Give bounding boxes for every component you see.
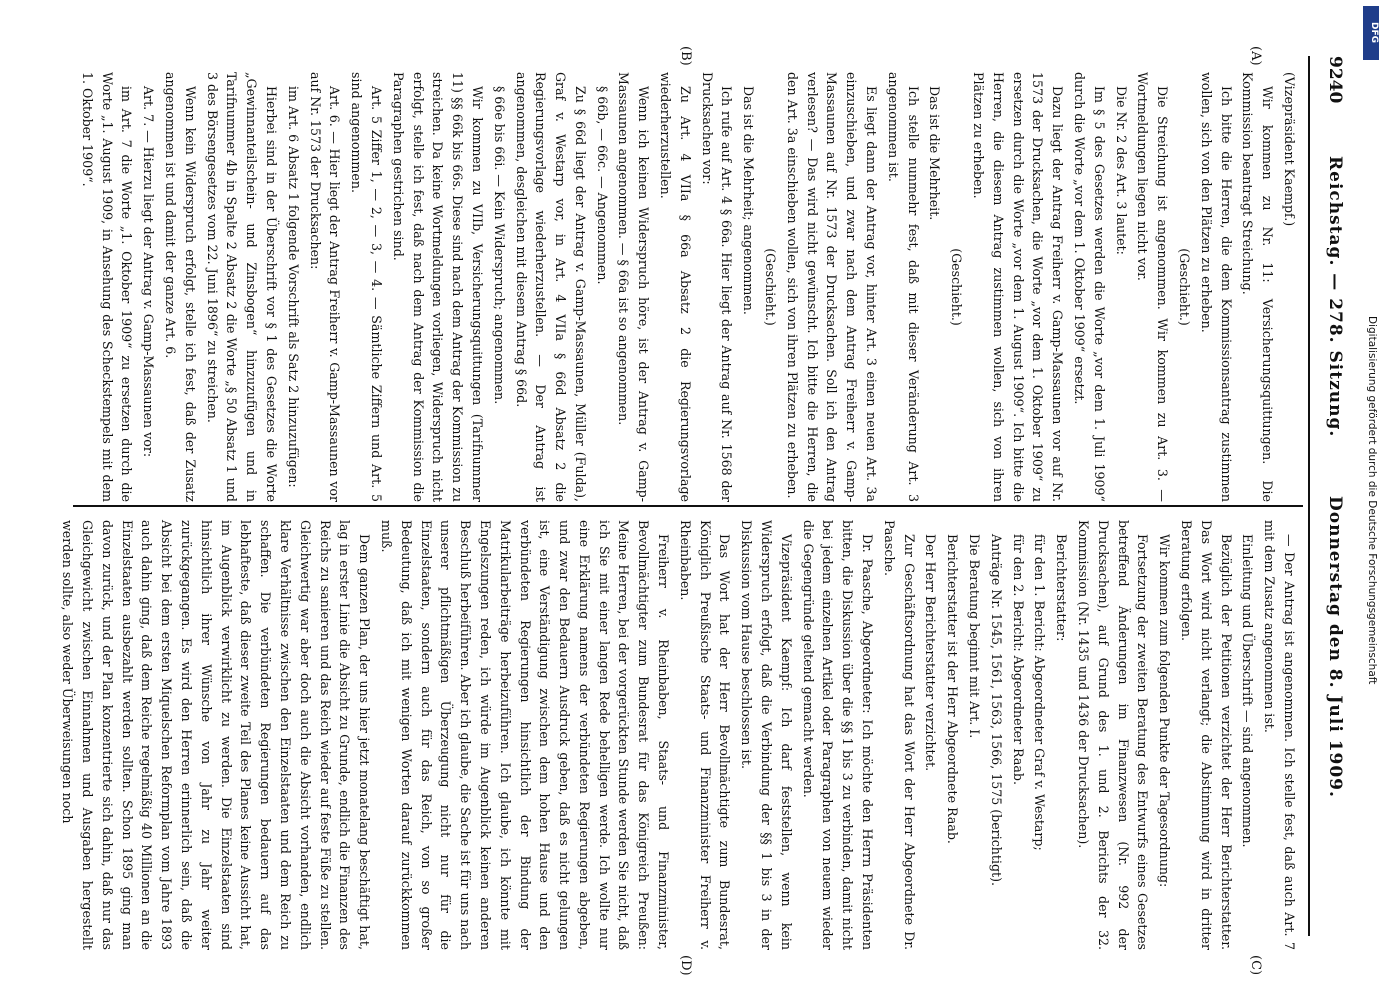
paragraph: Das ist die Mehrheit. [927, 86, 943, 221]
paragraph: — Der Antrag ist angenommen. Ich stelle fest, daß auch Art. 7 mit dem Zusatz angenommen ist. [1262, 520, 1297, 950]
paragraph: Wir kommen zu Nr. 11: Versicherungsquittungen. Die Kommission beantragt Streichung. [1240, 72, 1276, 502]
paragraph: Einleitung und Überschrift — sind angenommen. [1240, 534, 1256, 848]
paragraph: Art. 5 Ziffer 1, — 2, — 3, — 4. — Sämtliche Ziffern und Art. 5 sind angenommen. [349, 72, 384, 502]
paragraph: Dazu liegt der Antrag Freiherr v. Gamp-Massaunen vor auf Nr. 1573 der Drucksachen, die Worte „vor dem 1. Oktober 1909“ zu ersetzen durch die Worte „vor dem 1. August 1909“. Ich bitte die Herren, die diesem Antrag zustimmen wollen, sich von ihren Plätzen zu erheben. [971, 72, 1066, 502]
paragraph: Das ist die Mehrheit; angenommen. [741, 86, 757, 315]
paragraph: Zur Geschäftsordnung hat das Wort der Herr Abgeordnete Dr. Paasche. [881, 520, 917, 950]
paragraph: (Geschieht.) [763, 248, 779, 326]
paragraph: für den 1. Bericht: Abgeordneter Graf v. Westarp; [1032, 534, 1048, 851]
paragraph: im Art. 6 Absatz 1 folgende Vorschrift als Satz 2 hinzuzufügen: [285, 86, 301, 488]
paragraph: Die Streichung ist angenommen. Wir kommen zu Art. 3. — Wortmeldungen liegen nicht vor. [1135, 72, 1171, 502]
paragraph: Wenn ich keinen Widerspruch höre, ist der Antrag v. Gamp-Massaunen angenommen. — § 66a ist so angenommen. [616, 72, 652, 502]
paragraph: (Vizepräsident Kaempf.) [1282, 72, 1297, 227]
paragraph: Wir kommen zu VIIb, Versicherungsquittungen (Tarifnummer 11) §§ 66k bis 66s. Diese sind nach dem Antrag der Kommission zu streichen. Da keine Wortmeldungen vorliegen, Widerspruch nicht erfolgt, stelle ich fest, daß nach dem Antrag der Kommission die Paragraphen gestrichen sind. [390, 72, 485, 502]
paragraph: Bezüglich der Petitionen verzichtet der Herr Berichterstatter. Das Wort wird nicht verlangt; die Abstimmung wird in dritter Beratung erfolgen. [1179, 520, 1234, 950]
margin-mark-c: (C) [1248, 955, 1263, 976]
paragraph: Art. 6. — Hier liegt der Antrag Freiherr v. Gamp-Massaunen vor auf Nr. 1573 der Drucksachen: [307, 72, 343, 502]
paragraph: Der Herr Berichterstatter verzichtet. [923, 534, 939, 772]
paragraph: Berichterstatter: [1054, 534, 1070, 642]
paragraph: Freiherr v. Rheinbaben, Staats- und Finanzminister, Bevollmächtigter zum Bundesrat für das Königreich Preußen: Meine Herren, bei der vorgerückten Stunde werden Sie nicht, daß ich Sie mit einer langen Rede behelligen werde. Ich wollte nur eine Erklärung namens der verbündeten Regierungen abgeben, und zwar den Bedauern Ausdruck geben, daß es nicht gelungen ist, eine Verständigung zwischen dem hohen Hause und den verbündeten Regierungen hinsichtlich der Bindung der Matrikularbeiträge herbeizuführen. Ich glaube, ich könnte mit Engelszungen reden, ich würde im Augenblick keinen anderen Beschluß herbeiführen. Aber ich glaube, die Sache ist für uns nach unserer pflichtmäßigen Überzeugung nicht nur für die Einzelstaaten, sondern auch für das Reich, von so großer Bedeutung, daß ich mit wenigen Worten darauf zurückkommen muß. [378, 520, 672, 950]
paragraph: Ich bitte die Herren, die dem Kommissionsantrag zustimmen wollen, sich von den Plätzen zu erheben. [1198, 72, 1234, 502]
paragraph: § 66b, — 66c. — Angenommen. [594, 86, 610, 285]
paragraph: Es liegt dann der Antrag vor, hinter Art. 3 einen neuen Art. 3a einzuschieben, und zwar nach dem Antrag Freiherr v. Gamp-Massaunen auf Nr. 1573 der Drucksachen. Soll ich den Antrag verlesen? — Das wird nicht gewünscht. Ich bitte die Herren, die den Art. 3a einschieben wollen, sich von ihren Plätzen zu erheben. [784, 72, 880, 502]
header-session-title: Reichstag. — 278. Sitzung. [1325, 156, 1345, 438]
paragraph: Dr. Paasche, Abgeordneter: Ich möchte den Herrn Präsidenten bitten, die Diskussion über die §§ 1 bis 3 zu verbinden, damit nicht bei jedem einzelnen Artikel oder Paragraphen von neuem wieder die Gegengründe geltend gemacht werden. [800, 520, 876, 950]
paragraph: Fortsetzung der zweiten Beratung des Entwurfs eines Gesetzes betreffend Änderungen im Finanzwesen (Nr. 992 der Drucksachen), auf Grund des 1. und 2. Berichts der 32. Kommission (Nr. 1435 und 1436 der Drucksachen). [1076, 520, 1151, 950]
paragraph: Vizepräsident Kaempf: Ich darf feststellen, wenn kein Widerspruch erfolgt, daß die Verbindung der §§ 1 bis 3 in der Diskussion vom Hause beschlossen ist. [739, 520, 794, 950]
digitization-credit: Digitalisierung gefördert durch die Deutsche Forschungsgemeinschaft [1366, 315, 1378, 685]
margin-mark-d: (D) [678, 955, 693, 976]
paragraph: Das Wort hat der Herr Bevollmächtigte zum Bundesrat, Königlich Preußische Staats- und Finanzminister Freiherr v. Rheinbaben. [677, 520, 733, 950]
paragraph: Berichterstatter ist der Herr Abgeordnete Raab. [945, 534, 961, 844]
paragraph: Im § 5 des Gesetzes werden die Worte „vor dem 1. Juli 1909“ durch die Worte „vor dem 1. Oktober 1909“ ersetzt. [1072, 72, 1107, 502]
margin-mark-a: (A) [1248, 46, 1263, 66]
paragraph: Zu Art. 4 VIIa § 66a Absatz 2 die Regierungsvorlage wiederherzustellen. [658, 72, 693, 502]
paragraph: Zu § 66d liegt der Antrag v. Gamp-Massaunen, Müller (Fulda), Graf v. Westarp vor, in Art. 4 VIIa § 66d Absatz 2 die Regierungsvorlage wiederherzustellen. — Der Antrag ist angenommen, desgleichen mit diesem Antrag § 66d. [513, 72, 588, 502]
left-column [75, 72, 1299, 502]
paragraph: Ich rufe auf Art. 4 § 66a. Hier liegt der Antrag auf Nr. 1568 der Drucksachen vor: [699, 72, 735, 502]
paragraph: Hierbei sind in der Überschrift vor § 1 des Gesetzes die Worte „Gewinnanteilschein- und Zinsbogen“ hinzuzufügen und in Tarifnummer 4b in Spalte 2 Absatz 2 die Worte „§ 50 Absatz 1 und 3 des Börsengesetzes vom 22. Juni 1896“ zu streichen. [204, 72, 279, 502]
header-rule [1308, 56, 1310, 936]
column-divider [73, 505, 1303, 507]
paragraph: (Geschieht.) [1177, 248, 1193, 326]
paragraph: für den 2. Bericht: Abgeordneter Raab. [1010, 534, 1026, 785]
header-date-title: Donnerstag den 8. Juli 1909. [1325, 496, 1345, 798]
paragraph: Die Beratung beginnt mit Art. I. [967, 534, 983, 739]
paragraph: Wenn kein Widerspruch erfolgt, stelle ich fest, daß der Zusatz angenommen ist und damit der ganze Art. 6. [162, 72, 198, 502]
paragraph: Art. 7. — Hierzu liegt der Antrag v. Gamp-Massaunen vor: [141, 86, 157, 458]
paragraph: (Geschieht.) [949, 248, 965, 326]
paragraph: Die Nr. 2 des Art. 3 lautet: [1113, 86, 1129, 255]
page-number: 9240 [1325, 56, 1345, 104]
paragraph: § 66e bis 66i. — Kein Widerspruch; angenommen. [491, 86, 507, 405]
dfg-logo: DFG [1363, 6, 1379, 60]
margin-mark-b: (B) [678, 46, 693, 66]
paragraph: im Art. 7 die Worte „1. Oktober 1909“ zu ersetzen durch die Worte „1. August 1909, in Ansehung des Scheckstempels mit dem 1. Oktober 1909“. [79, 72, 135, 502]
paragraph: Wir kommen zum folgenden Punkte der Tagesordnung: [1157, 534, 1173, 888]
right-column [55, 520, 1299, 950]
paragraph: Dem ganzen Plan, der uns hier jetzt monatelang beschäftigt hat, lag in erster Linie die Absicht zu Grunde, endlich die Finanzen des Reichs zu sanieren und das Reich wieder auf feste Füße zu stellen. Gleichwertig war aber doch auch die Absicht vorhanden, endlich klare Verhältnisse zwischen den Einzelstaaten und dem Reich zu schaffen. Die verbündeten Regierungen bedauern auf das lebhafteste, daß dieser zweite Teil des Planes keine Aussicht hat, im Augenblick verwirklicht zu werden. Die Einzelstaaten sind hinsichtlich ihrer Wünsche von Jahr zu Jahr weiter zurückgegangen. Es wird den Herren erinnerlich sein, daß die Absicht bei dem ersten Miquelschen Reformplan vom Jahre 1893 auch dahin ging, daß dem Reiche regelmäßig 40 Millionen an die Einzelstaaten ausbezahlt werden sollten. Schon 1895 ging man davon zurück, und der Plan konzentrierte sich dahin, daß nur das Gleichgewicht zwischen Einnahmen und Ausgaben hergestellt werden sollte, also weder Überweisungen noch [60, 520, 373, 950]
paragraph: Ich stelle nunmehr fest, daß mit dieser Veränderung Art. 3 angenommen ist. [885, 72, 921, 502]
paragraph: Anträge Nr. 1545, 1561, 1563, 1566, 1575 (berichtigt). [988, 534, 1004, 887]
